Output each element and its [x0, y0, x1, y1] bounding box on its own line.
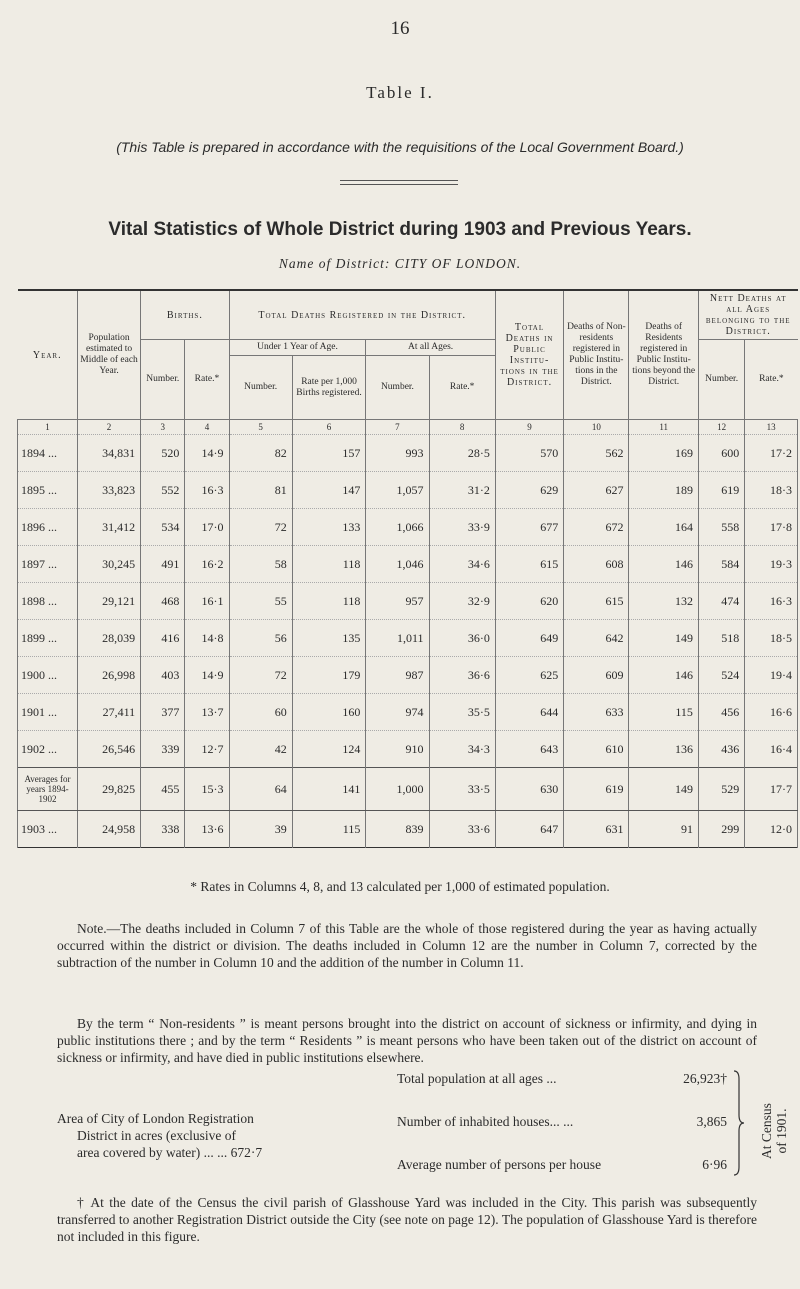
- header-all-ages: At all Ages.: [366, 340, 495, 356]
- value-cell: 15·3: [185, 768, 229, 811]
- value-cell: 189: [629, 472, 698, 509]
- value-cell: 26,998: [77, 657, 140, 694]
- value-cell: 558: [698, 509, 744, 546]
- column-number: 5: [229, 420, 292, 435]
- value-cell: 56: [229, 620, 292, 657]
- value-cell: 16·4: [745, 731, 798, 768]
- value-cell: 455: [141, 768, 185, 811]
- value-cell: 35·5: [429, 694, 495, 731]
- header-year: Year.: [18, 290, 78, 420]
- column-number: 12: [698, 420, 744, 435]
- value-cell: 627: [564, 472, 629, 509]
- value-cell: 570: [495, 435, 563, 472]
- table-row: [18, 657, 798, 694]
- table-row: [18, 694, 798, 731]
- value-cell: 26,546: [77, 731, 140, 768]
- value-cell: 974: [366, 694, 429, 731]
- value-cell: 16·2: [185, 546, 229, 583]
- value-cell: 149: [629, 768, 698, 811]
- header-public-institutions: Total Deaths in Public Institu- tions in the District.: [495, 290, 563, 420]
- value-cell: 610: [564, 731, 629, 768]
- header-residents-beyond: Deaths of Residents registered in Public Institu- tions beyond the District.: [629, 290, 698, 420]
- column-number: 3: [141, 420, 185, 435]
- stat-value: 6·96: [702, 1157, 727, 1172]
- value-cell: 42: [229, 731, 292, 768]
- value-cell: 600: [698, 435, 744, 472]
- column-number: 8: [429, 420, 495, 435]
- dagger-note: † At the date of the Census the civil parish of Glasshouse Yard was included in the City. This parish was subsequently transferred to another Registration District outside the City (see note on page 12). The population of Glasshouse Yard is therefore not included in this figure.: [57, 1195, 757, 1244]
- value-cell: 584: [698, 546, 744, 583]
- year-cell: 1897 ...: [18, 546, 78, 583]
- value-cell: 29,825: [77, 768, 140, 811]
- column-number: 9: [495, 420, 563, 435]
- value-cell: 164: [629, 509, 698, 546]
- year-cell: 1894 ...: [18, 435, 78, 472]
- value-cell: 633: [564, 694, 629, 731]
- table-row: [18, 620, 798, 657]
- value-cell: 491: [141, 546, 185, 583]
- value-cell: 520: [141, 435, 185, 472]
- value-cell: 552: [141, 472, 185, 509]
- header-all-rate: Rate.*: [429, 356, 495, 420]
- header-non-residents: Deaths of Non- residents registered in Public Institu- tions in the District.: [564, 290, 629, 420]
- value-cell: 34,831: [77, 435, 140, 472]
- header-nett-number: Number.: [698, 340, 744, 420]
- value-cell: 115: [292, 811, 366, 848]
- value-cell: 31·2: [429, 472, 495, 509]
- double-rule-divider: [340, 180, 458, 185]
- year-cell: 1902 ...: [18, 731, 78, 768]
- header-births-number: Number.: [141, 340, 185, 420]
- value-cell: 115: [629, 694, 698, 731]
- column-number: 6: [292, 420, 366, 435]
- value-cell: 518: [698, 620, 744, 657]
- value-cell: 14·9: [185, 657, 229, 694]
- value-cell: 72: [229, 657, 292, 694]
- value-cell: 34·3: [429, 731, 495, 768]
- header-nett-rate: Rate.*: [745, 340, 798, 420]
- value-cell: 644: [495, 694, 563, 731]
- value-cell: 33·5: [429, 768, 495, 811]
- district-name: Name of District: CITY OF LONDON.: [278, 256, 522, 271]
- value-cell: 299: [698, 811, 744, 848]
- value-cell: 677: [495, 509, 563, 546]
- value-cell: 34·6: [429, 546, 495, 583]
- area-label: [57, 1110, 367, 1161]
- value-cell: 619: [698, 472, 744, 509]
- value-cell: 169: [629, 435, 698, 472]
- value-cell: 13·6: [185, 811, 229, 848]
- year-cell: 1900 ...: [18, 657, 78, 694]
- value-cell: 27,411: [77, 694, 140, 731]
- value-cell: 28·5: [429, 435, 495, 472]
- value-cell: 141: [292, 768, 366, 811]
- value-cell: 839: [366, 811, 429, 848]
- value-cell: 1,057: [366, 472, 429, 509]
- value-cell: 339: [141, 731, 185, 768]
- value-cell: 377: [141, 694, 185, 731]
- value-cell: 1,046: [366, 546, 429, 583]
- value-cell: 146: [629, 657, 698, 694]
- value-cell: 14·9: [185, 435, 229, 472]
- header-all-number: Number.: [366, 356, 429, 420]
- value-cell: 64: [229, 768, 292, 811]
- value-cell: 81: [229, 472, 292, 509]
- value-cell: 403: [141, 657, 185, 694]
- table-row: [18, 583, 798, 620]
- year-cell: 1899 ...: [18, 620, 78, 657]
- value-cell: 124: [292, 731, 366, 768]
- table-row: [18, 472, 798, 509]
- value-cell: 1,000: [366, 768, 429, 811]
- stat-label: Total population at all ages ...: [397, 1071, 557, 1086]
- value-cell: 31,412: [77, 509, 140, 546]
- column-number: 4: [185, 420, 229, 435]
- value-cell: 19·4: [745, 657, 798, 694]
- value-cell: 33,823: [77, 472, 140, 509]
- value-cell: 529: [698, 768, 744, 811]
- value-cell: 60: [229, 694, 292, 731]
- page-number: 16: [390, 18, 410, 39]
- terms-paragraph: By the term “ Non-residents ” is meant persons brought into the district on account of sickness or infirmity, and dying in public institutions there ; and by the term “ Residents ” is meant persons who have been taken out of the district on account of sickness or infirmity, and have died in public institutions elsewhere.: [57, 1016, 757, 1065]
- value-cell: 36·6: [429, 657, 495, 694]
- value-cell: 468: [141, 583, 185, 620]
- value-cell: 16·3: [185, 472, 229, 509]
- value-cell: 562: [564, 435, 629, 472]
- header-under1-rate: Rate per 1,000 Births registered.: [292, 356, 366, 420]
- header-total-deaths-registered: Total Deaths Registered in the District.: [229, 290, 495, 340]
- value-cell: 32·9: [429, 583, 495, 620]
- table-row: [18, 435, 798, 472]
- table-row: [18, 509, 798, 546]
- value-cell: 147: [292, 472, 366, 509]
- value-cell: 24,958: [77, 811, 140, 848]
- value-cell: 957: [366, 583, 429, 620]
- column-number: 13: [745, 420, 798, 435]
- table-body: [18, 420, 798, 848]
- header-births-rate: Rate.*: [185, 340, 229, 420]
- value-cell: 17·8: [745, 509, 798, 546]
- stat-label: Number of inhabited houses... ...: [397, 1114, 574, 1129]
- column-number: 11: [629, 420, 698, 435]
- value-cell: 39: [229, 811, 292, 848]
- right-brace-icon: [733, 1069, 745, 1177]
- column-number: 10: [564, 420, 629, 435]
- year-cell: 1901 ...: [18, 694, 78, 731]
- value-cell: 12·0: [745, 811, 798, 848]
- year-cell: 1895 ...: [18, 472, 78, 509]
- value-cell: 987: [366, 657, 429, 694]
- value-cell: 132: [629, 583, 698, 620]
- stat-value: 26,923†: [683, 1071, 727, 1086]
- value-cell: 993: [366, 435, 429, 472]
- value-cell: 608: [564, 546, 629, 583]
- value-cell: 534: [141, 509, 185, 546]
- value-cell: 146: [629, 546, 698, 583]
- year-cell: Averages for years 1894-1902: [18, 768, 78, 811]
- value-cell: 133: [292, 509, 366, 546]
- table-row: [18, 546, 798, 583]
- rates-footnote: * Rates in Columns 4, 8, and 13 calculated per 1,000 of estimated population.: [190, 879, 610, 894]
- table-subtitle: (This Table is prepared in accordance with the requisitions of the Local Government Board.): [116, 139, 684, 155]
- year-cell: 1896 ...: [18, 509, 78, 546]
- value-cell: 30,245: [77, 546, 140, 583]
- stat-value: 3,865: [696, 1114, 727, 1129]
- value-cell: 160: [292, 694, 366, 731]
- value-cell: 1,066: [366, 509, 429, 546]
- value-cell: 72: [229, 509, 292, 546]
- header-population: Population estimated to Middle of each Year.: [77, 290, 140, 420]
- value-cell: 615: [564, 583, 629, 620]
- value-cell: 436: [698, 731, 744, 768]
- value-cell: 609: [564, 657, 629, 694]
- value-cell: 615: [495, 546, 563, 583]
- value-cell: 625: [495, 657, 563, 694]
- value-cell: 17·0: [185, 509, 229, 546]
- column-number: 7: [366, 420, 429, 435]
- value-cell: 647: [495, 811, 563, 848]
- census-label: At Census of 1901.: [759, 1103, 789, 1159]
- value-cell: 55: [229, 583, 292, 620]
- table-row: [18, 731, 798, 768]
- value-cell: 524: [698, 657, 744, 694]
- value-cell: 28,039: [77, 620, 140, 657]
- value-cell: 19·3: [745, 546, 798, 583]
- value-cell: 17·7: [745, 768, 798, 811]
- value-cell: 13·7: [185, 694, 229, 731]
- value-cell: 33·6: [429, 811, 495, 848]
- value-cell: 58: [229, 546, 292, 583]
- averages-row: [18, 768, 798, 811]
- value-cell: 910: [366, 731, 429, 768]
- vital-statistics-table: [17, 289, 798, 848]
- header-under1-number: Number.: [229, 356, 292, 420]
- value-cell: 416: [141, 620, 185, 657]
- value-cell: 118: [292, 546, 366, 583]
- column-number: 1: [18, 420, 78, 435]
- value-cell: 16·3: [745, 583, 798, 620]
- column-numbers-row: [18, 420, 798, 435]
- value-cell: 135: [292, 620, 366, 657]
- value-cell: 136: [629, 731, 698, 768]
- value-cell: 12·7: [185, 731, 229, 768]
- value-cell: 82: [229, 435, 292, 472]
- value-cell: 157: [292, 435, 366, 472]
- value-cell: 672: [564, 509, 629, 546]
- value-cell: 149: [629, 620, 698, 657]
- header-births: Births.: [141, 290, 229, 340]
- value-cell: 620: [495, 583, 563, 620]
- main-title: Vital Statistics of Whole District during 1903 and Previous Years.: [108, 219, 692, 240]
- value-cell: 91: [629, 811, 698, 848]
- column-number: 2: [77, 420, 140, 435]
- value-cell: 18·3: [745, 472, 798, 509]
- value-cell: 631: [564, 811, 629, 848]
- value-cell: 643: [495, 731, 563, 768]
- value-cell: 29,121: [77, 583, 140, 620]
- header-nett-deaths: Nett Deaths at all Ages belonging to the District.: [698, 290, 797, 340]
- area-label-line: area covered by water) ... ... 672·7: [77, 1145, 263, 1160]
- header-under-1: Under 1 Year of Age.: [229, 340, 366, 356]
- table-row-1903: [18, 811, 798, 848]
- value-cell: 619: [564, 768, 629, 811]
- value-cell: 36·0: [429, 620, 495, 657]
- stat-label: Average number of persons per house: [397, 1157, 602, 1172]
- area-section: [57, 1069, 789, 1179]
- value-cell: 474: [698, 583, 744, 620]
- value-cell: 16·6: [745, 694, 798, 731]
- year-cell: 1903 ...: [18, 811, 78, 848]
- value-cell: 629: [495, 472, 563, 509]
- value-cell: 14·8: [185, 620, 229, 657]
- value-cell: 1,011: [366, 620, 429, 657]
- value-cell: 179: [292, 657, 366, 694]
- note-paragraph: Note.—The deaths included in Column 7 of this Table are the whole of those registered during the year as having actually occurred within the district or division. The deaths included in Column 12 are the number in Column 7, corrected by the subtraction of the number in Column 10 and the addition of the number in Column 11.: [57, 921, 757, 970]
- table-title: Table I.: [366, 83, 434, 102]
- value-cell: 118: [292, 583, 366, 620]
- area-label-line: District in acres (exclusive of: [77, 1128, 236, 1143]
- value-cell: 338: [141, 811, 185, 848]
- value-cell: 642: [564, 620, 629, 657]
- value-cell: 630: [495, 768, 563, 811]
- value-cell: 16·1: [185, 583, 229, 620]
- area-label-line: Area of City of London Registration: [57, 1111, 254, 1126]
- value-cell: 18·5: [745, 620, 798, 657]
- value-cell: 456: [698, 694, 744, 731]
- value-cell: 649: [495, 620, 563, 657]
- year-cell: 1898 ...: [18, 583, 78, 620]
- value-cell: 33·9: [429, 509, 495, 546]
- value-cell: 17·2: [745, 435, 798, 472]
